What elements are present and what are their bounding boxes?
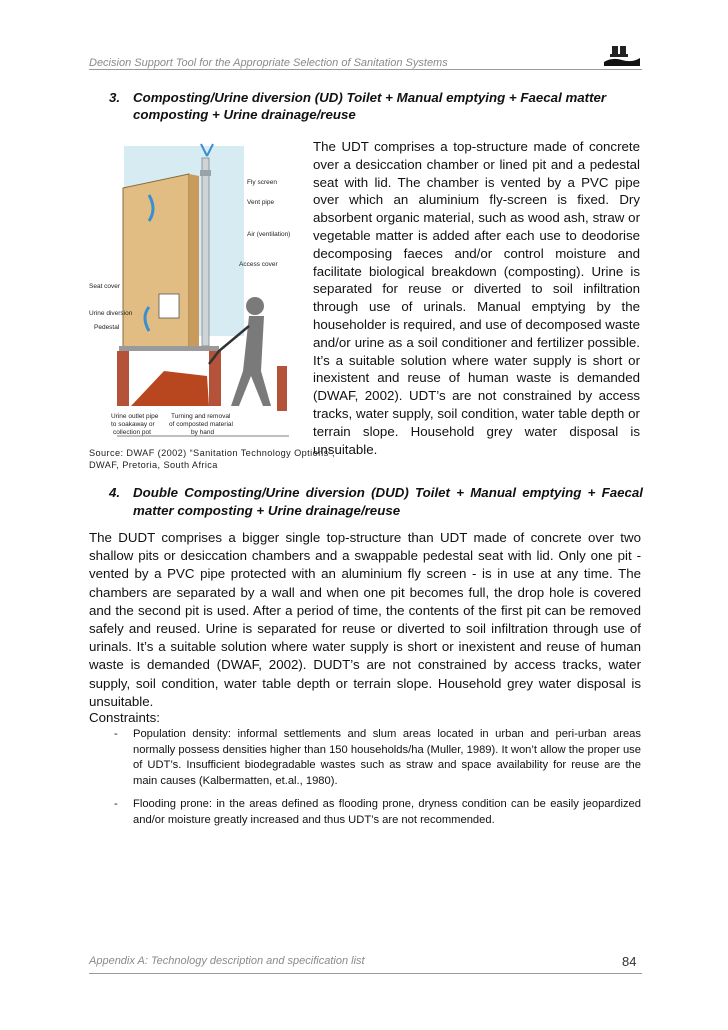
chamber-wall-right — [209, 351, 221, 406]
section-3-number: 3. — [109, 90, 121, 105]
compost-heap — [131, 371, 209, 406]
logo-icon — [602, 44, 642, 68]
label-turning-2: of composted material — [169, 421, 233, 428]
label-turning-3: by hand — [191, 429, 215, 436]
section-3-title: Composting/Urine diversion (UD) Toilet + Manual emptying + Faecal matter composting + Urine drainage/reuse — [133, 90, 607, 122]
section-4-title: Double Composting/Urine diversion (DUD) Toilet + Manual emptying + Faecal matter composting + Urine drainage/reuse — [133, 485, 643, 518]
section-3-paragraph: The UDT comprises a top-structure made of concrete over a desiccation chamber or lined pit and a pedestal seat with lid. The chamber is vented by a PVC pipe over which an aluminium fly-screen is fixed. Dry absorbent organic material, such as wood ash, straw or vegetable matter is added after each use to deodorise decomposing faeces and/or control moisture and facilitate biological breakdown (composting). Urine is separated for reuse or diverted to soil infiltration through use of urinals. Manual emptying by the householder is required, and use of decomposed waste and/or urine as a soil conditioner and fertilizer possible. It’s a suitable solution where water supply is short or inexistent and reuse of human waste is demanded (DWAF, 2002). UDT’s are not constrained by access tracks, water supply, soil condition, water table depth or terrain slope. Household grey water disposal is unsuitable. — [313, 139, 640, 457]
header-title: Decision Support Tool for the Appropriate Selection of Sanitation Systems — [89, 57, 448, 69]
person-head — [246, 297, 264, 315]
label-outlet-2: to soakaway or — [111, 421, 155, 428]
constraint-text: Flooding prone: in the areas defined as flooding prone, dryness condition can be easily jeopardized and/or moisture greatly increased and thus UDT’s are not recommended. — [133, 798, 641, 826]
label-urine-diversion: Urine diversion — [89, 310, 133, 317]
page-number: 84 — [622, 954, 637, 969]
vent-pipe — [202, 158, 209, 346]
section-4-paragraph: The DUDT comprises a bigger single top-structure than UDT made of concrete over two shallow pits or desiccation chambers and a swappable pedestal seat with lid. Only one pit - vented by a PVC pipe protected with an aluminium fly screen - is in use at any time. The chambers are separated by a wall and when one pit becomes full, the drop hole is covered and the second pit is used. After a period of time, the contents of the first pit can be removed safely and reused. Urine is separated for reuse or diverted to soil infiltration through use of urinals. It’s a suitable solution where water supply is short or inexistent and reuse of human waste is demanded (DWAF, 2002). DUDT’s are not constrained by access tracks, water supply, soil condition, water table depth or terrain slope. Household grey water disposal is unsuitable. — [89, 530, 641, 709]
udt-diagram — [89, 136, 301, 446]
footer-rule — [89, 973, 642, 974]
label-pedestal: Pedestal — [94, 324, 120, 331]
label-seat-cover: Seat cover — [89, 283, 121, 290]
label-outlet-3: collection pot — [113, 429, 151, 436]
superstructure-side — [189, 174, 199, 348]
section-4-number: 4. — [109, 485, 121, 500]
figure-caption — [89, 447, 339, 471]
constraint-dash: - — [114, 798, 118, 810]
outer-wall — [277, 366, 287, 411]
label-air: Air (ventilation) — [247, 231, 291, 238]
constraint-dash: - — [114, 728, 118, 740]
label-turning-1: Turning and removal — [171, 413, 231, 420]
constraint-text: Population density: informal settlements and slum areas located in urban and peri-urban areas normally possess densities higher than 150 households/ha (Muller, 1989). It won’t allow the proper use of UDT’s. Insufficient biodegradable wastes such as straw and space availability for reuse are the main causes (Kalbermatten, et.al., 1980). — [133, 728, 641, 787]
pedestal-seat — [159, 294, 179, 318]
label-access-cover: Access cover — [239, 261, 278, 268]
caption-line-1: Source: DWAF (2002) “Sanitation Technology Options”, — [89, 448, 335, 458]
slab — [119, 346, 219, 351]
caption-line-2: DWAF, Pretoria, South Africa — [89, 460, 218, 470]
footer-title: Appendix A: Technology description and specification list — [89, 955, 365, 967]
label-outlet-1: Urine outlet pipe — [111, 413, 159, 420]
header-rule — [89, 69, 642, 70]
constraints-title: Constraints: — [89, 710, 160, 725]
superstructure-wall — [123, 174, 189, 348]
label-vent-pipe: Vent pipe — [247, 199, 275, 206]
label-fly-screen: Fly screen — [247, 179, 277, 186]
fly-screen — [200, 170, 211, 176]
chamber-wall-left — [117, 351, 129, 406]
